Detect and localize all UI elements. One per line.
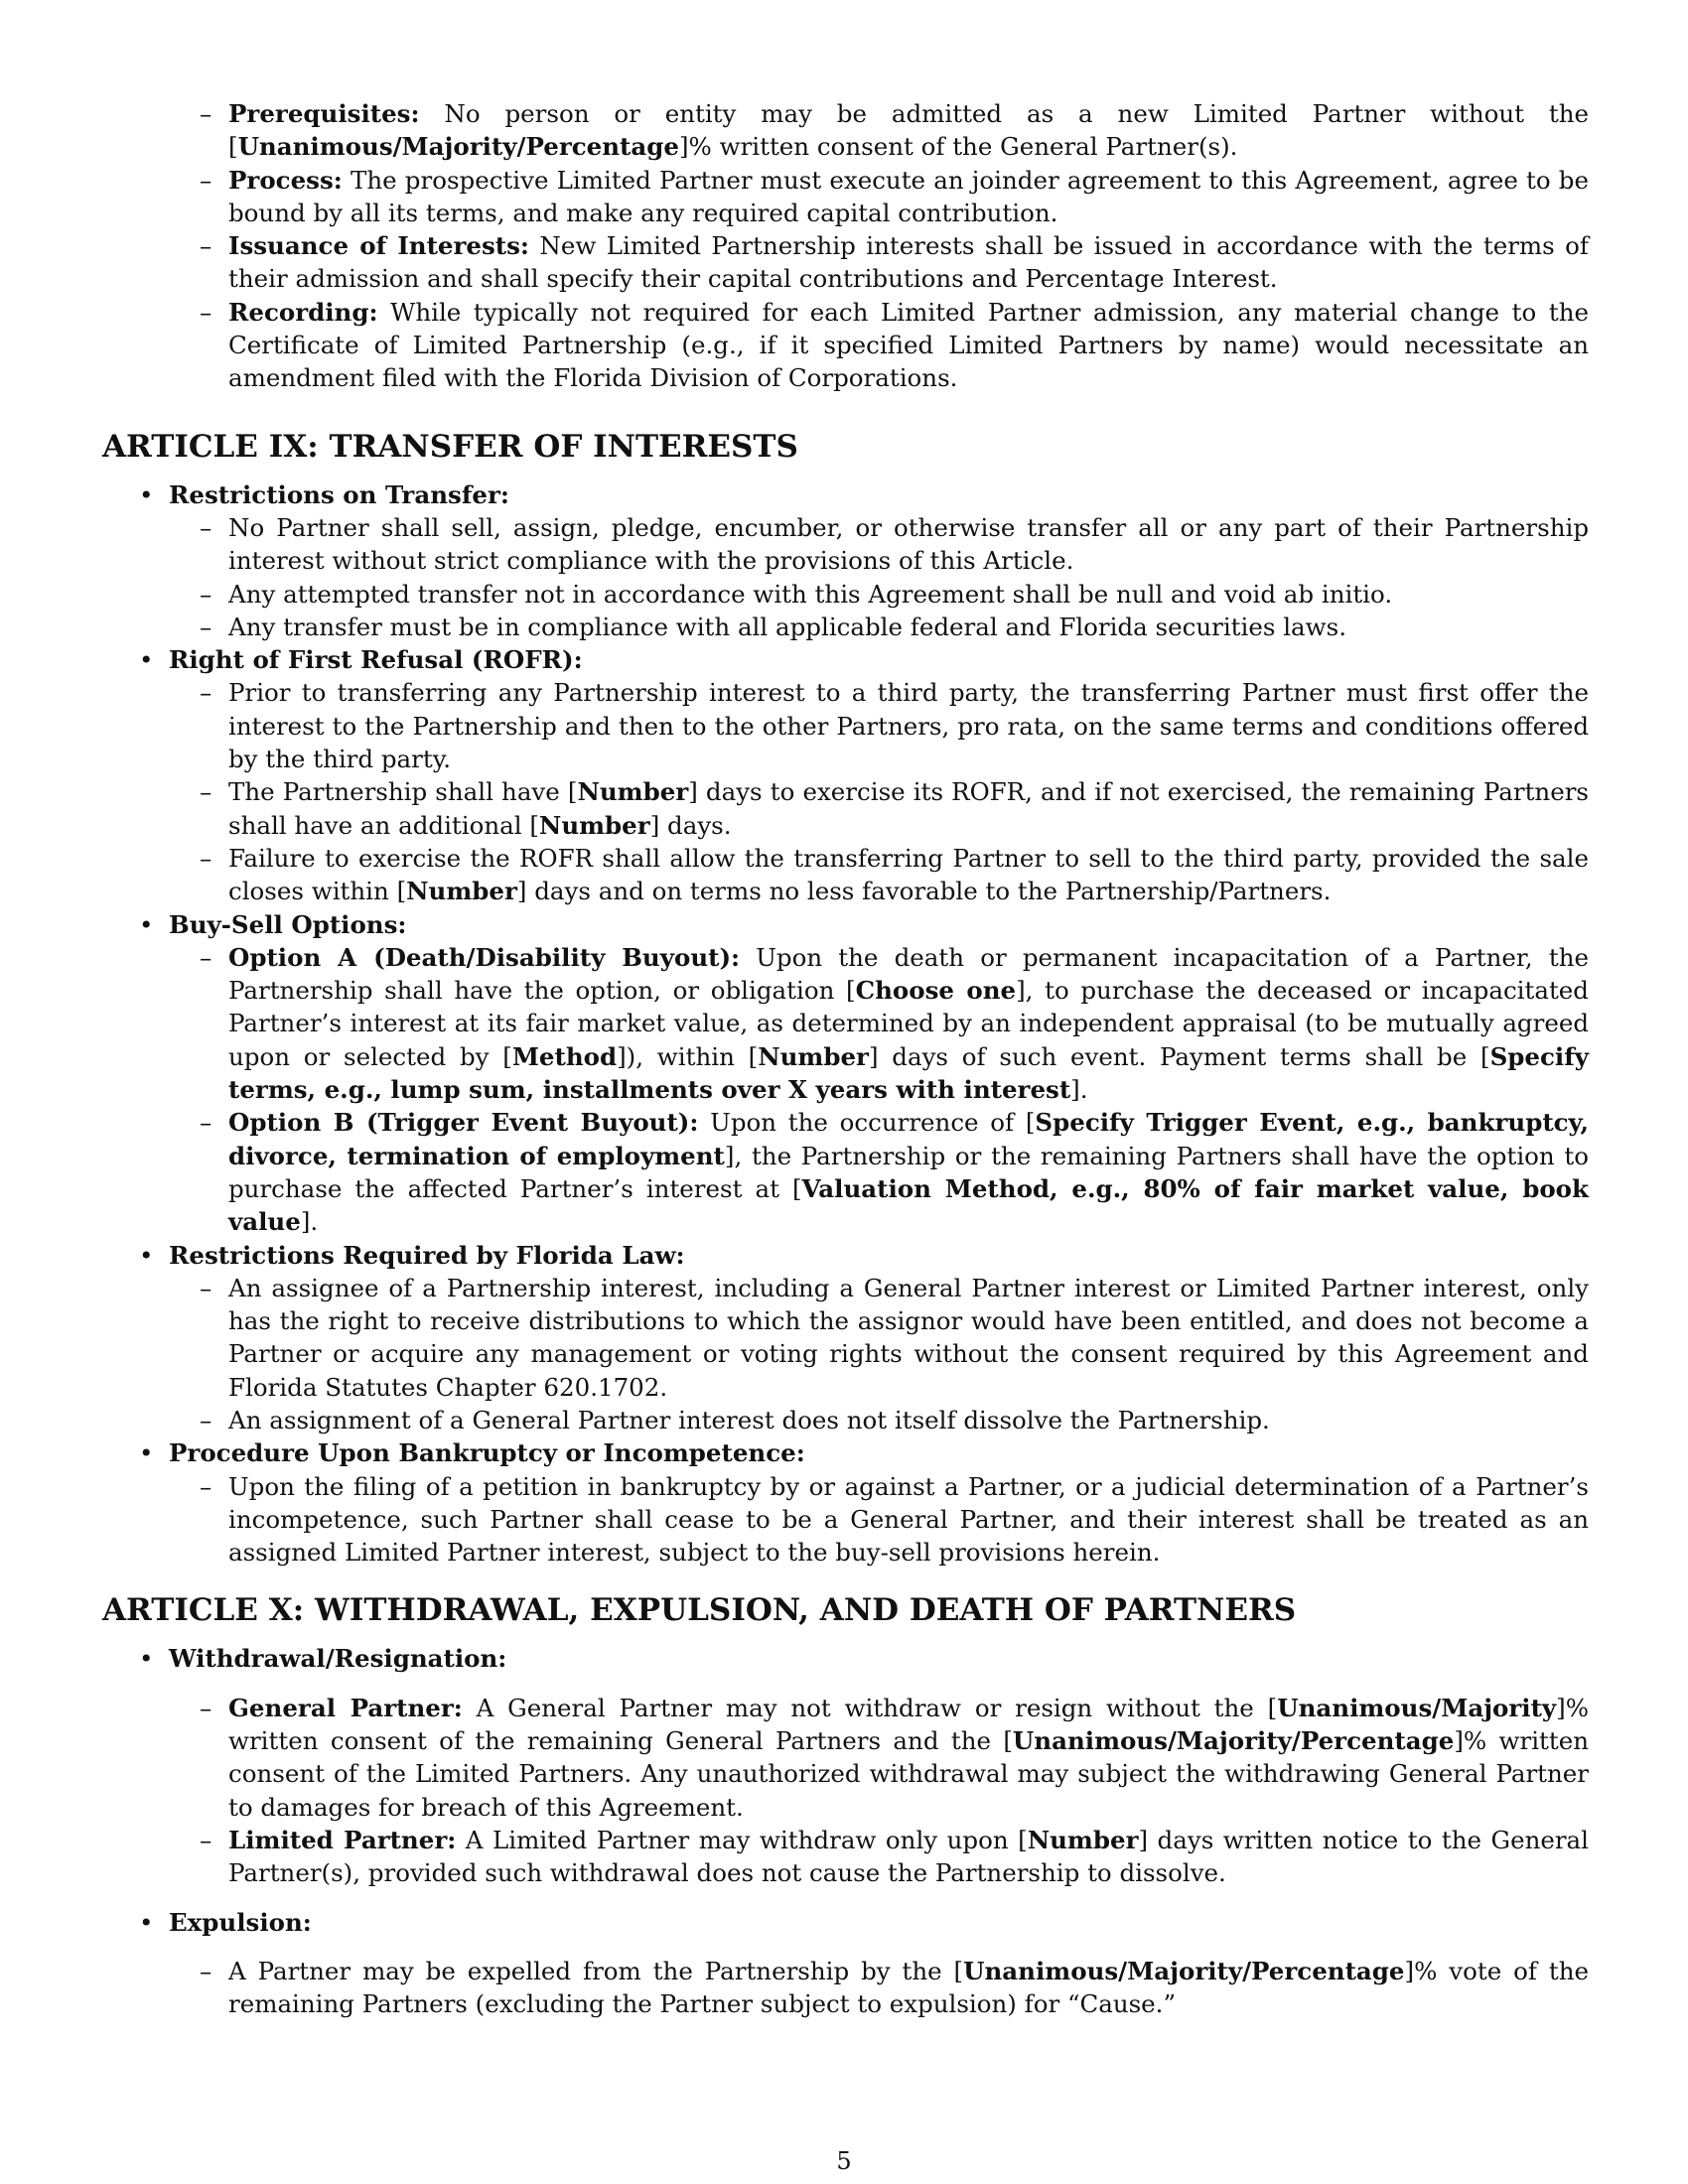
item-text: ] days and on terms no less favorable to the Partnership/Partners. <box>516 877 1332 906</box>
section-title: • Expulsion: <box>169 1906 1589 1939</box>
placeholder-text: Choose one <box>855 976 1017 1006</box>
item-text: While typically not required for each Limited Partner admission, any material change to the Certificate of Limited Partnership (e.g., if it specified Limited Partners by name) would necessitate an amendment filed with the Florida Division of Corporations. <box>228 297 1589 393</box>
item-text: A Limited Partner may withdraw only upon [ <box>456 1825 1028 1854</box>
item-text: ] days written notice to the General Partner(s), provided such withdrawal does not cause the Partnership to dissolve. <box>228 1825 1590 1888</box>
item-text: ], the Partnership or the remaining Partners shall have the option to purchase the affected Partner’s interest at [ <box>228 1141 1589 1203</box>
section-title: • Restrictions Required by Florida Law: <box>169 1239 1589 1272</box>
placeholder-text: Number <box>538 810 650 840</box>
item-text: Failure to exercise the ROFR shall allow the transferring Partner to sell to the third party, provided the sale closes within [ <box>228 843 1589 906</box>
item-text: ] days to exercise its ROFR, and if not exercised, the remaining Partners shall have an additional [ <box>228 777 1589 840</box>
item-text: New Limited Partnership interests shall be issued in accordance with the terms of their admission and shall specify their capital contributions and Percentage Interest. <box>228 231 1589 294</box>
item-text: A Partner may be expelled from the Partnership by the [ <box>228 1956 964 1985</box>
item-text: Upon the occurrence of [ <box>698 1108 1036 1138</box>
item-text: ]% vote of the remaining Partners (excluding the Partner subject to expulsion) for “Cause.” <box>228 1956 1589 2019</box>
placeholder-text: Number <box>577 777 689 807</box>
item-text: ], to purchase the deceased or incapacitated Partner’s interest at its fair market value, as determined by an independent appraisal (to be mutually agreed upon or selected by [ <box>228 976 1589 1071</box>
placeholder-text: Unanimous/Majority <box>1277 1693 1557 1722</box>
item-text: Any transfer must be in compliance with all applicable federal and Florida securities laws. <box>228 612 1346 641</box>
list-item <box>228 1470 1589 1570</box>
section-title: • Buy-Sell Options: <box>169 908 1589 941</box>
item-text: ]% written consent of the Limited Partners. Any unauthorized withdrawal may subject the withdrawing General Partner to damages for breach of this Agreement. <box>228 1726 1589 1822</box>
item-label: Process: <box>228 165 343 195</box>
item-text: A General Partner may not withdraw or resign without the [ <box>462 1693 1278 1722</box>
item-text: No Partner shall sell, assign, pledge, encumber, or otherwise transfer all or any part of their Partnership interest without strict compliance with the provisions of this Article. <box>228 512 1589 576</box>
list-item <box>228 229 1589 296</box>
placeholder-text: Valuation Method, e.g., 80% of fair market value, book value <box>228 1173 1589 1237</box>
list-item <box>228 676 1589 775</box>
item-text: The prospective Limited Partner must execute an joinder agreement to this Agreement, agree to be bound by all its terms, and make any required capital contribution. <box>228 165 1589 227</box>
placeholder-text: Number <box>758 1041 869 1071</box>
item-text: Upon the death or permanent incapacitation of a Partner, the Partnership shall have the option, or obligation [ <box>228 942 1589 1006</box>
item-label: Option B (Trigger Event Buyout): <box>228 1108 699 1138</box>
section-title: • Right of First Refusal (ROFR): <box>169 643 1589 676</box>
item-label: Recording: <box>228 297 378 327</box>
article10-heading: ARTICLE X: WITHDRAWAL, EXPULSION, AND DEATH OF PARTNERS <box>102 1592 1297 1629</box>
item-text: An assignee of a Partnership interest, including a General Partner interest or Limited Partner interest, only has the right to receive distributions to which the assignor would have been entitled, and does not become a Partner or acquire any management or voting rights without the consent required by this Agreement and Florida Statutes Chapter 620.1702. <box>228 1273 1589 1402</box>
list-item <box>228 1824 1589 1890</box>
item-text: ]% written consent of the General Partner(s). <box>678 132 1238 162</box>
item-text: ]), within [ <box>617 1041 759 1071</box>
item-label: General Partner: <box>228 1693 463 1722</box>
item-text: ]. <box>300 1207 319 1237</box>
article10-sections <box>102 1642 1589 2020</box>
item-text: Upon the filing of a petition in bankruptcy by or against a Partner, or a judicial determination of a Partner’s incompetence, such Partner shall cease to be a General Partner, and their interest shall be treated as an assigned Limited Partner interest, subject to the buy-sell provisions herein. <box>228 1471 1589 1568</box>
list-item <box>228 164 1589 230</box>
item-label: Limited Partner: <box>228 1825 457 1854</box>
placeholder-text: Number <box>1027 1825 1139 1854</box>
item-text: ] days of such event. Payment terms shall be [ <box>868 1041 1490 1071</box>
list-item <box>228 1106 1589 1238</box>
placeholder-text: Unanimous/Majority/Percentage <box>1012 1726 1455 1756</box>
placeholder-text: Unanimous/Majority/Percentage <box>237 132 679 162</box>
list-item <box>228 775 1589 842</box>
list-item <box>228 511 1589 578</box>
article9-heading: ARTICLE IX: TRANSFER OF INTERESTS <box>102 428 798 465</box>
item-label: Prerequisites: <box>228 99 420 128</box>
list-item <box>228 842 1589 908</box>
item-label: Issuance of Interests: <box>228 231 529 261</box>
article9-sections <box>102 478 1589 1570</box>
article8-continued-list <box>102 97 1589 395</box>
page-number: 5 <box>836 2147 852 2175</box>
page-content <box>102 97 1589 2020</box>
list-item <box>228 611 1589 643</box>
list-item <box>228 578 1589 611</box>
placeholder-text: Specify terms, e.g., lump sum, installments over X years with interest <box>228 1041 1590 1105</box>
list-item <box>228 1692 1589 1824</box>
item-text: Any attempted transfer not in accordance with this Agreement shall be null and void ab initio. <box>228 579 1393 609</box>
section-title: • Procedure Upon Bankruptcy or Incompetence: <box>169 1436 1589 1469</box>
list-item <box>228 1272 1589 1404</box>
section-title: • Withdrawal/Resignation: <box>169 1642 1589 1675</box>
list-item <box>228 1404 1589 1436</box>
item-text: ]. <box>1070 1075 1088 1105</box>
item-text: The Partnership shall have [ <box>228 777 578 807</box>
list-item <box>228 1955 1589 2021</box>
placeholder-text: Unanimous/Majority/Percentage <box>963 1956 1405 1985</box>
placeholder-text: Number <box>406 877 517 906</box>
list-item <box>228 941 1589 1106</box>
list-item <box>228 296 1589 395</box>
item-text: ] days. <box>649 810 732 840</box>
item-text: Prior to transferring any Partnership interest to a third party, the transferring Partner must first offer the interest to the Partnership and then to the other Partners, pro rata, on the same terms and conditions offered by the third party. <box>228 678 1589 774</box>
placeholder-text: Method <box>511 1041 618 1071</box>
item-text: ]% written consent of the remaining General Partners and the [ <box>228 1693 1590 1756</box>
item-text: No person or entity may be admitted as a new Limited Partner without the [ <box>228 99 1589 162</box>
item-text: An assignment of a General Partner interest does not itself dissolve the Partnership. <box>228 1405 1270 1434</box>
section-title: • Restrictions on Transfer: <box>169 478 1589 511</box>
item-label: Option A (Death/Disability Buyout): <box>228 942 741 972</box>
list-item <box>228 97 1589 164</box>
placeholder-text: Specify Trigger Event, e.g., bankruptcy, divorce, termination of employment <box>228 1108 1589 1170</box>
